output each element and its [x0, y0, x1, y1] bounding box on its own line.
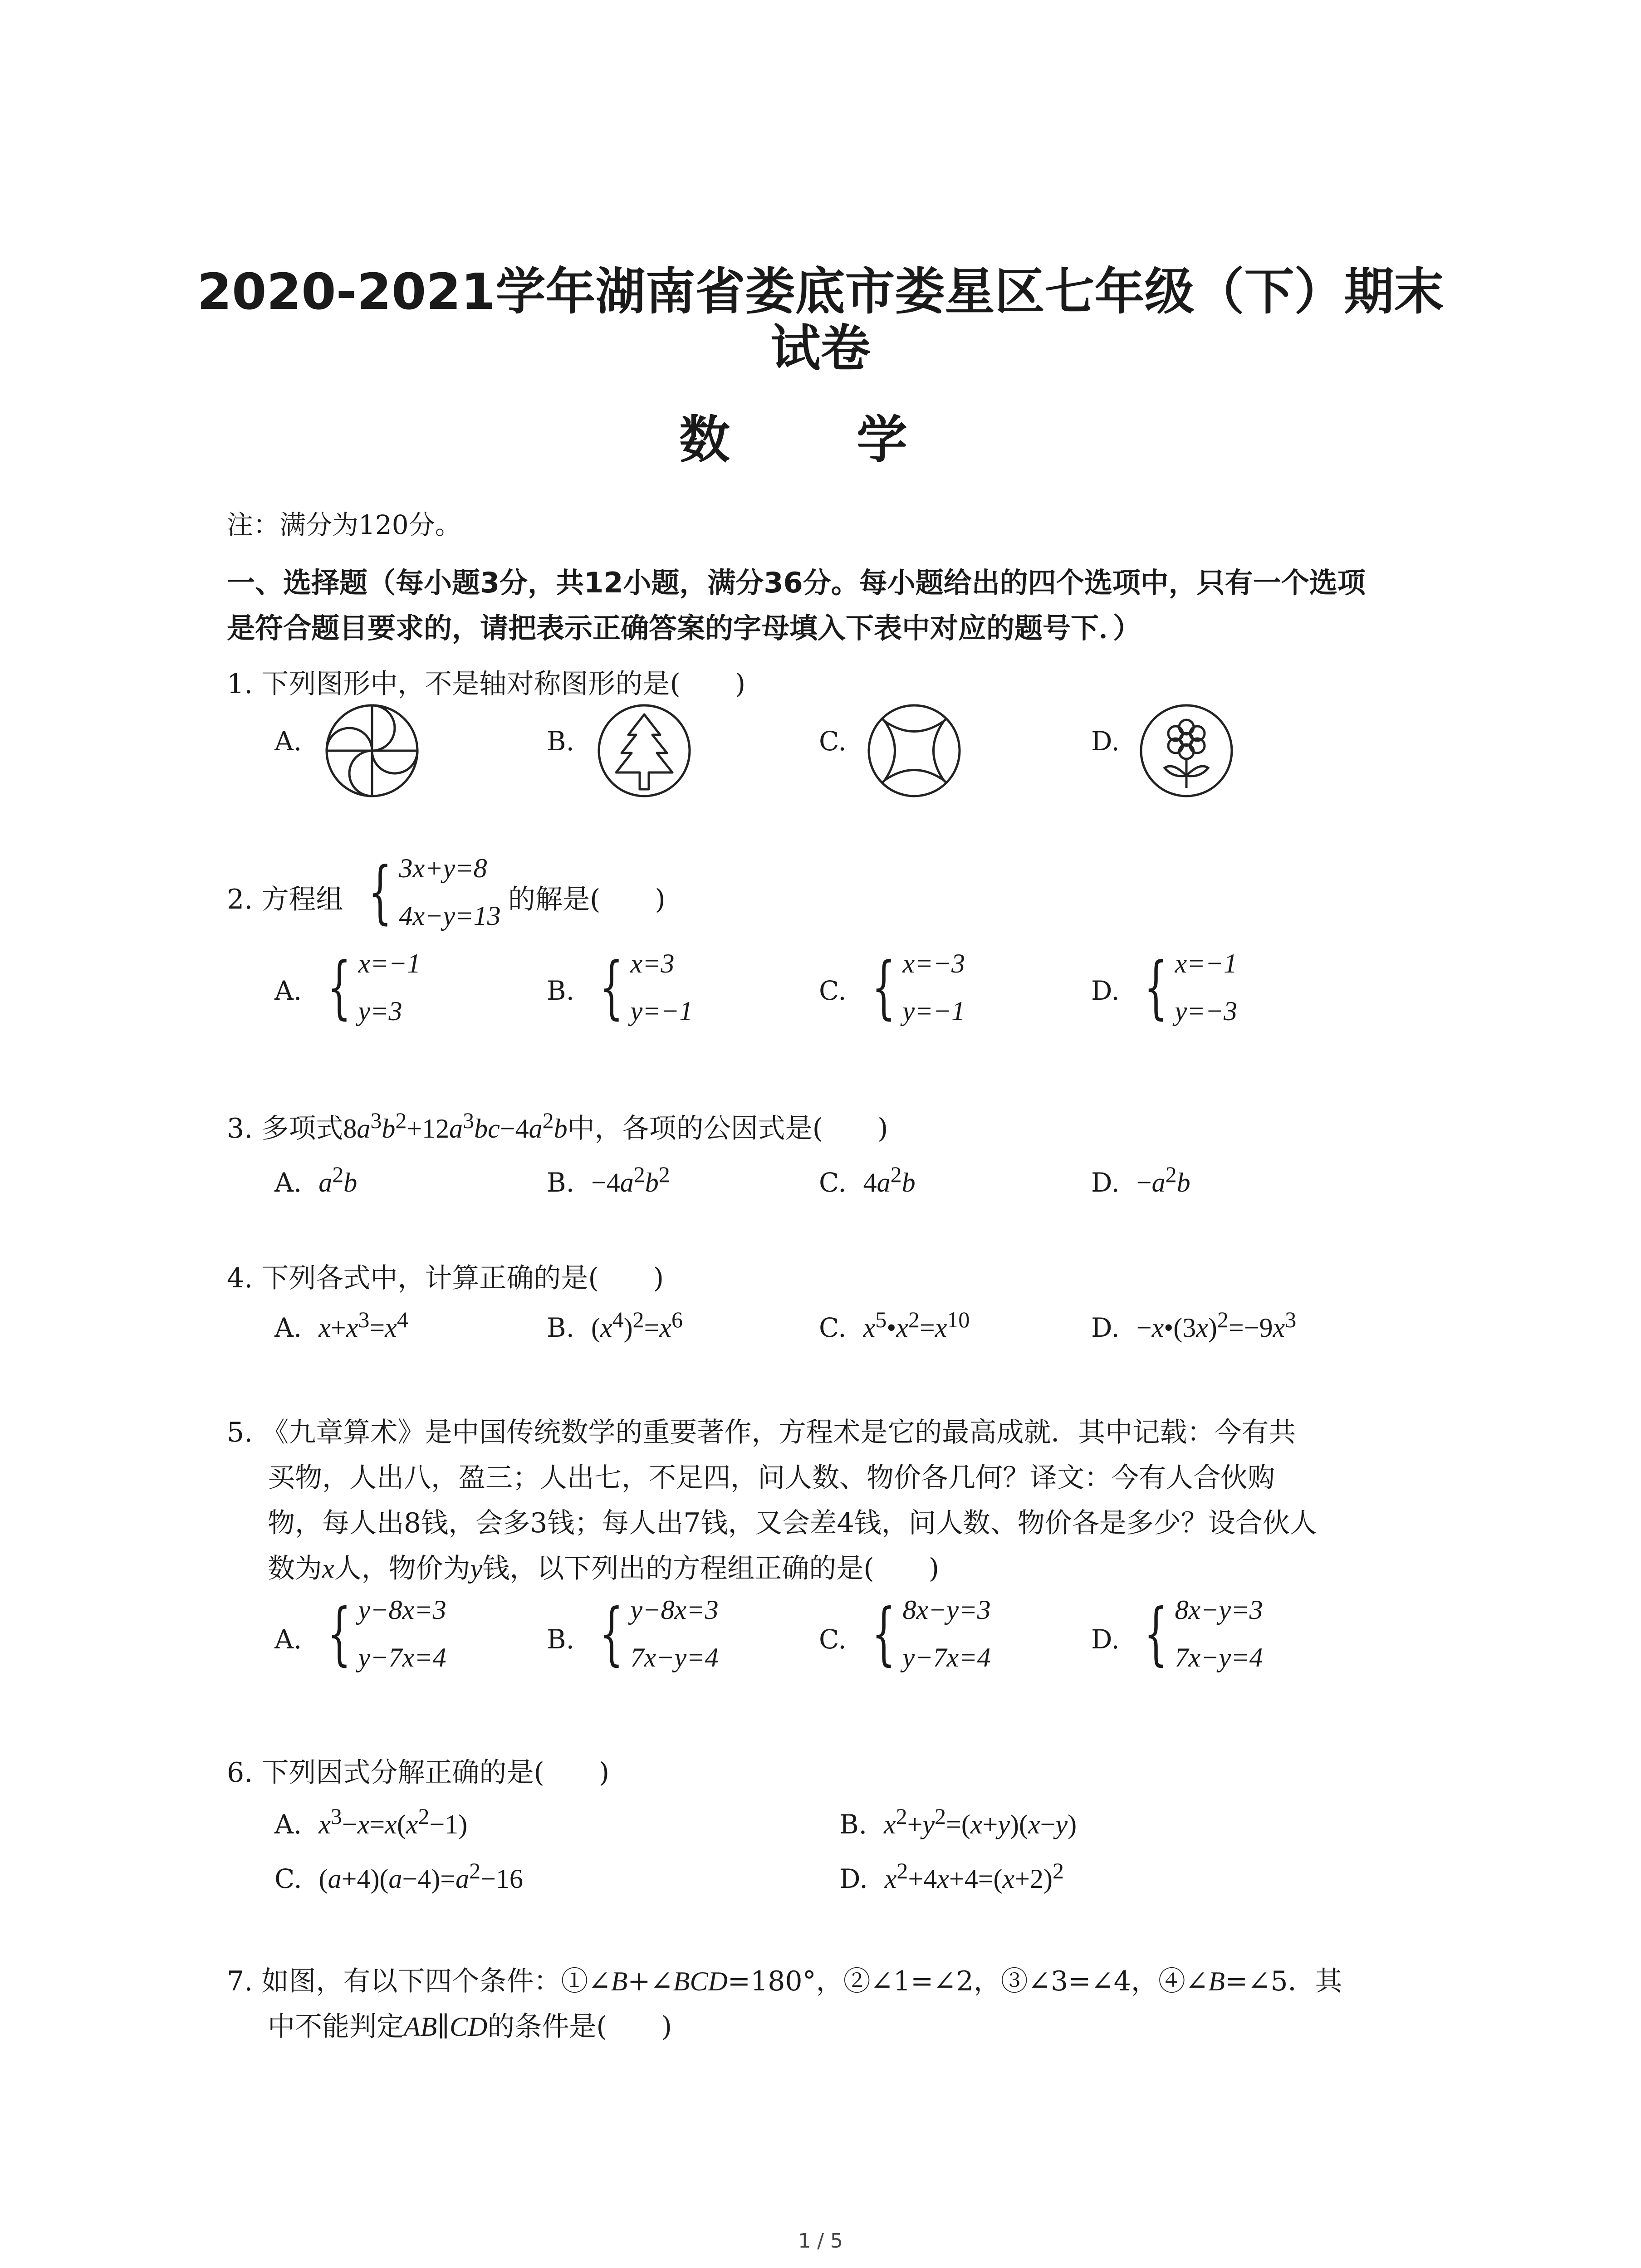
q5-option-d-system — [1134, 1594, 1263, 1673]
score-note: 注：满分为120分。 — [227, 509, 461, 540]
q6-option-c — [274, 1857, 523, 1895]
q2-d-l2: y=−3 — [1175, 996, 1238, 1026]
q5-b-l1: y−8x=3 — [630, 1595, 719, 1625]
brace: { — [327, 1594, 351, 1673]
brace: { — [368, 853, 392, 932]
q3-polynomial: $8a^3b^2+12a^3bc-4a^2b$ — [343, 1108, 568, 1144]
question-2-prefix: 2. 方程组 — [227, 884, 343, 915]
q5-c-l2: y−7x=4 — [902, 1642, 991, 1672]
q6-b-expr: $x^2+y^2=(x+y)(x-y)$ — [883, 1804, 1077, 1839]
q7-l1d: =∠5．其 — [1225, 1965, 1342, 1997]
page-title: 2020-2021学年湖南省娄底市娄星区七年级（下）期末 — [197, 263, 1444, 321]
q4-b-label: B. — [547, 1312, 575, 1343]
question-5-line1: 5. 《九章算术》是中国传统数学的重要著作，方程术是它的最高成就．其中记载：今有共 — [227, 1417, 1296, 1448]
q3-c-label: C. — [819, 1167, 847, 1198]
subject-title: 数 学 — [679, 411, 962, 469]
q3-option-a — [274, 1161, 357, 1198]
q3-b-expr: $-4a^2b^2$ — [591, 1162, 670, 1198]
q5-option-c-label: C. — [819, 1624, 847, 1655]
q4-b-expr: $(x^4)^2=x^6$ — [591, 1307, 683, 1343]
q6-c-label: C. — [274, 1863, 302, 1894]
q5-b-l2: 7x−y=4 — [630, 1642, 719, 1672]
q3-b-label: B. — [547, 1167, 575, 1198]
q5-option-a-system — [318, 1594, 446, 1673]
q5-line4c: 钱，以下列出的方程组正确的是( ) — [482, 1553, 940, 1584]
flower-circle-icon — [1136, 701, 1236, 801]
q1-option-b-label: B. — [547, 726, 575, 757]
q5-d-l1: 8x−y=3 — [1175, 1595, 1263, 1625]
q7-B1: B — [611, 1966, 628, 1996]
q5-option-b-label: B. — [547, 1624, 575, 1655]
q4-option-b — [547, 1306, 683, 1344]
q4-c-expr: $x^5•x^2=x^{10}$ — [863, 1307, 970, 1343]
q4-option-d — [1091, 1306, 1296, 1344]
q3-option-c — [819, 1161, 916, 1198]
q6-a-label: A. — [274, 1809, 302, 1840]
q2-option-b-system — [590, 948, 693, 1027]
q6-d-label: D. — [839, 1863, 868, 1894]
question-5-line3: 物，每人出8钱，会多3钱；每人出7钱，又会差4钱，问人数、物价各是多少？设合伙人 — [268, 1507, 1317, 1539]
q6-option-d — [839, 1857, 1064, 1895]
question-1-text: 1. 下列图形中，不是轴对称图形的是( ) — [227, 668, 746, 700]
q6-d-expr: $x^2+4x+4=(x+2)^2$ — [884, 1858, 1064, 1894]
q6-option-a — [274, 1803, 467, 1840]
q2-option-d-label: D. — [1091, 975, 1120, 1006]
q5-line4b: 人，物价为 — [334, 1553, 470, 1584]
q5-c-l1: 8x−y=3 — [902, 1595, 991, 1625]
q5-d-l2: 7x−y=4 — [1175, 1642, 1263, 1672]
q7-l2b: ∥ — [437, 2011, 450, 2043]
q2-a-l2: y=3 — [358, 996, 402, 1026]
q4-option-a — [274, 1306, 408, 1344]
q5-option-b-system — [590, 1594, 719, 1673]
q7-l1b: +∠ — [627, 1965, 673, 1997]
q7-l1a: 7. 如图，有以下四个条件：①∠ — [227, 1965, 611, 1997]
q2-eq2: 4x−y=13 — [399, 901, 501, 931]
q3-prefix: 3. 多项式 — [227, 1113, 343, 1144]
question-7-line1 — [227, 1960, 1342, 1999]
q4-d-expr: $-x•(3x)^2=-9x^3$ — [1136, 1307, 1297, 1343]
question-4-text: 4. 下列各式中，计算正确的是( ) — [227, 1262, 664, 1294]
section-heading-line1: 一、选择题（每小题3分，共12小题，满分36分。每小题给出的四个选项中，只有一个选项 — [227, 566, 1366, 599]
question-2-suffix: 的解是( ) — [508, 884, 666, 915]
q3-suffix: 中，各项的公因式是( ) — [567, 1113, 888, 1144]
q7-CD: CD — [450, 2012, 488, 2042]
q1-option-c-label: C. — [819, 726, 847, 757]
q2-option-c-system — [862, 948, 965, 1027]
q2-b-l2: y=−1 — [630, 996, 693, 1026]
q6-option-b — [839, 1803, 1077, 1840]
q3-d-expr: $-a^2b$ — [1136, 1162, 1190, 1198]
q2-option-d-system — [1134, 948, 1237, 1027]
q2-eq1: 3x+y=8 — [399, 853, 487, 883]
q2-option-b-label: B. — [547, 975, 575, 1006]
brace: { — [1144, 948, 1168, 1027]
question-5-line2: 买物，人出八，盈三；人出七，不足四，问人数、物价各几何？译文：今有人合伙购 — [268, 1462, 1275, 1494]
q7-l2a: 中不能判定 — [268, 2011, 404, 2043]
q1-option-d-label: D. — [1091, 726, 1120, 757]
question-5-line4 — [268, 1547, 939, 1586]
q5-a-l1: y−8x=3 — [358, 1595, 446, 1625]
q5-line4a: 数为 — [268, 1553, 322, 1584]
q3-c-expr: $4a^2b$ — [863, 1162, 916, 1198]
q1-option-a-label: A. — [274, 726, 302, 757]
q2-a-l1: x=−1 — [358, 948, 421, 978]
q5-option-a-label: A. — [274, 1624, 302, 1655]
q7-l2c: 的条件是( ) — [487, 2011, 672, 2043]
brace: { — [872, 948, 896, 1027]
q2-c-l2: y=−1 — [902, 996, 965, 1026]
page-number: 1 / 5 — [798, 2229, 843, 2253]
pinwheel-circle-icon — [322, 701, 422, 801]
tree-circle-icon — [594, 701, 694, 801]
question-3-text — [227, 1107, 888, 1146]
q4-d-label: D. — [1091, 1312, 1120, 1343]
brace: { — [1144, 1594, 1168, 1673]
q7-B2: B — [1208, 1966, 1225, 1996]
q6-a-expr: $x^3-x=x(x^2-1)$ — [318, 1804, 468, 1839]
q2-option-a-system — [318, 948, 421, 1027]
q3-a-expr: $a^2b$ — [318, 1162, 358, 1198]
q2-d-l1: x=−1 — [1175, 948, 1238, 978]
q2-c-l1: x=−3 — [902, 948, 965, 978]
brace: { — [327, 948, 351, 1027]
q3-option-d — [1091, 1161, 1190, 1198]
q3-d-label: D. — [1091, 1167, 1120, 1198]
q7-BCD: BCD — [673, 1966, 728, 1996]
page-title-line2: 试卷 — [770, 319, 871, 377]
q4-c-label: C. — [819, 1312, 847, 1343]
q2-b-l1: x=3 — [630, 948, 675, 978]
q6-c-expr: $(a+4)(a-4)=a^2-16$ — [318, 1858, 523, 1894]
q2-option-a-label: A. — [274, 975, 302, 1006]
q5-option-c-system — [862, 1594, 991, 1673]
question-6-text: 6. 下列因式分解正确的是( ) — [227, 1757, 610, 1789]
q5-var-x: x — [322, 1554, 334, 1584]
q5-a-l2: y−7x=4 — [358, 1642, 446, 1672]
q4-a-label: A. — [274, 1312, 302, 1343]
brace: { — [599, 948, 623, 1027]
q5-var-y: y — [470, 1554, 483, 1584]
q4-a-expr: $x+x^3=x^4$ — [318, 1307, 408, 1343]
q7-l1c: =180°，②∠1=∠2，③∠3=∠4，④∠ — [727, 1965, 1209, 1997]
q5-option-d-label: D. — [1091, 1624, 1120, 1655]
brace: { — [599, 1594, 623, 1673]
q4-option-c — [819, 1306, 970, 1344]
q3-a-label: A. — [274, 1167, 302, 1198]
q6-b-label: B. — [839, 1809, 867, 1840]
question-7-line2 — [268, 2005, 672, 2044]
q2-option-c-label: C. — [819, 975, 847, 1006]
section-heading-line2: 是符合题目要求的，请把表示正确答案的字母填入下表中对应的题号下．） — [227, 611, 1141, 645]
q7-AB: AB — [404, 2012, 437, 2042]
concave-square-circle-icon — [864, 701, 964, 801]
q2-equation-system — [358, 853, 501, 932]
brace: { — [872, 1594, 896, 1673]
q3-option-b — [547, 1161, 670, 1198]
